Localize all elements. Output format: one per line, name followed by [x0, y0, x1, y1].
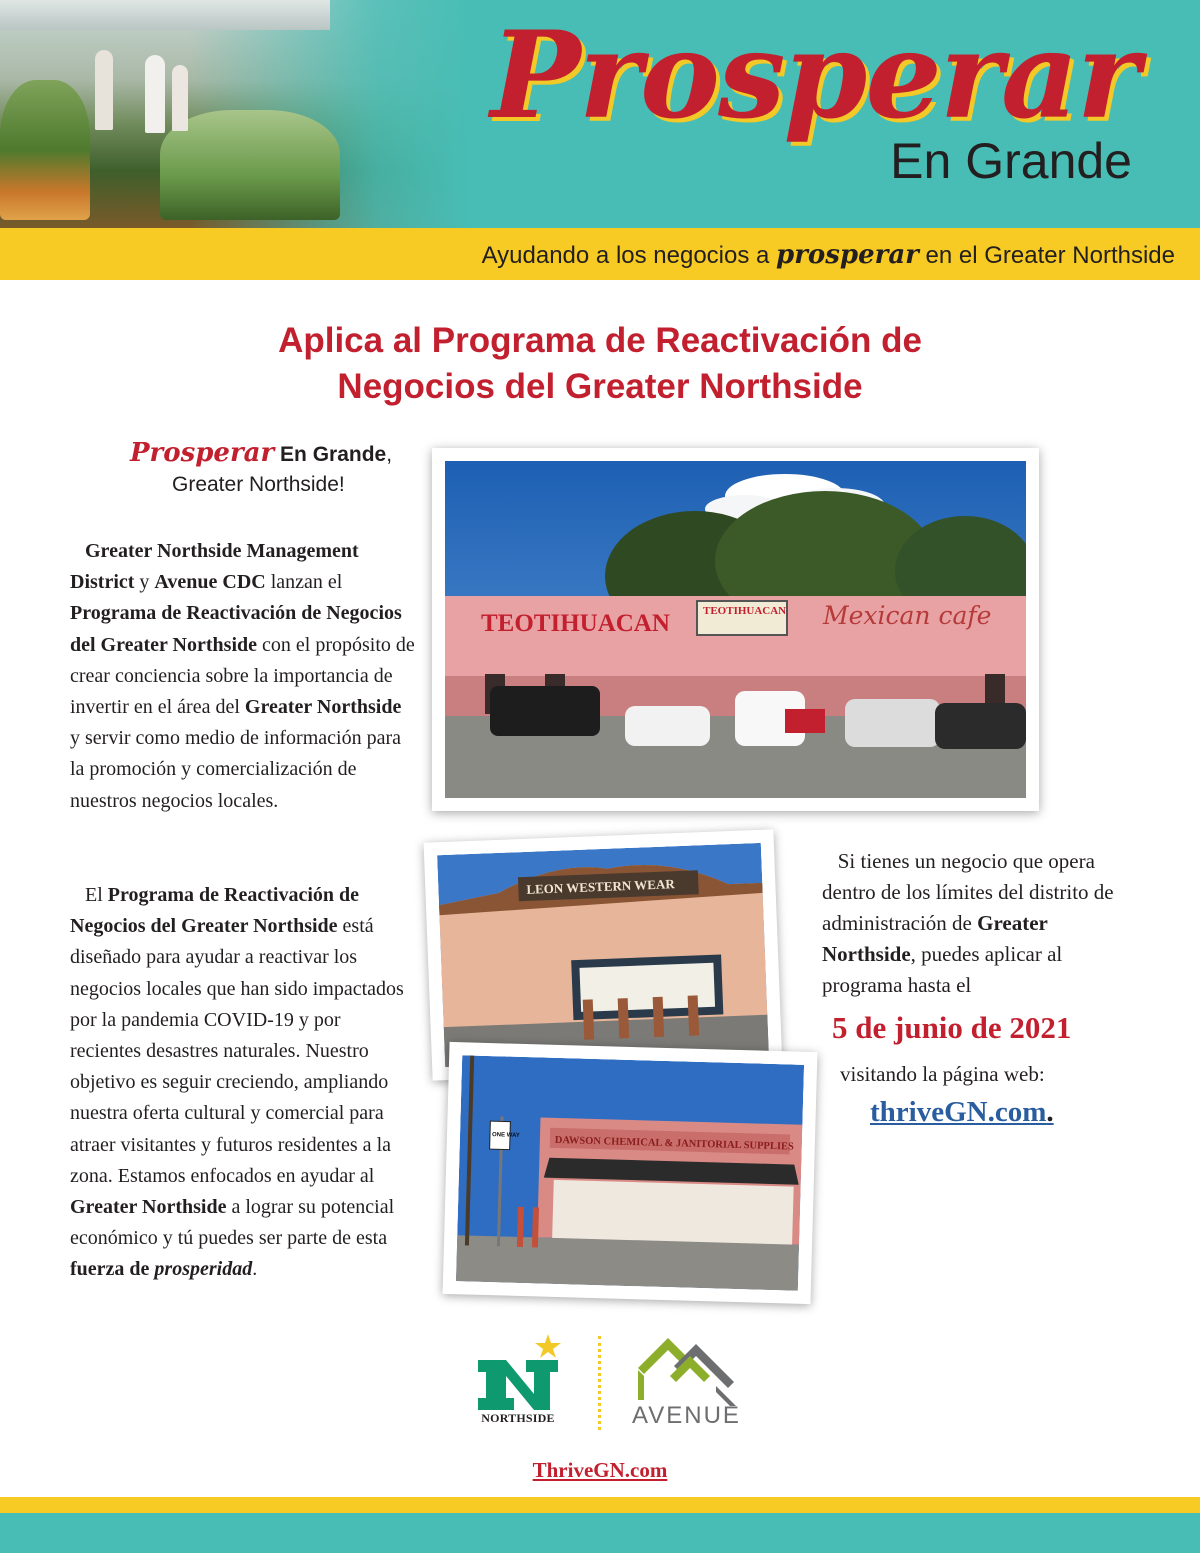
mexican-cafe-sign: Mexican cafe — [823, 601, 992, 630]
area-name: Greater Northside — [244, 696, 402, 719]
dawson-sign: DAWSON CHEMICAL & JANITORIAL SUPPLIES — [554, 1134, 794, 1153]
area-name: Greater Northside — [70, 1196, 227, 1219]
logo-divider — [598, 1336, 603, 1430]
text-run: a lograr su potencial económico y tú puedes ser parte de esta — [70, 1196, 395, 1250]
program-name: Programa de Reactivación de Negocios del Greater Northside — [70, 602, 402, 656]
intro-paragraph — [70, 536, 415, 817]
photo-dawson-chemical-image — [456, 1055, 804, 1290]
footer-yellow-band — [0, 1497, 1200, 1513]
leon-western-wear-illustration — [437, 843, 769, 1067]
photo-leon-western-wear-image — [437, 843, 769, 1067]
shopper — [95, 50, 113, 130]
text-run: con el propósito de crear conciencia sobre la importancia de invertir en el área del — [70, 633, 415, 719]
market-awning — [0, 0, 330, 30]
photo-dawson-chemical — [443, 1042, 818, 1304]
text-run: . — [252, 1258, 258, 1281]
org-name: Greater Northside Management District — [70, 540, 359, 594]
footer-website — [0, 1458, 1200, 1483]
emphasis-italic: prosperidad — [154, 1258, 253, 1281]
greeting-script: Prosperar — [130, 438, 275, 468]
website-link-text[interactable]: thriveGN.com — [870, 1096, 1047, 1128]
one-way-sign: ONE WAY — [491, 1132, 520, 1139]
teotihuacan-sign-left: TEOTIHUACAN — [481, 610, 670, 637]
footer-teal-band — [0, 1513, 1200, 1553]
shopper — [145, 55, 165, 133]
text-run: está diseñado para ayudar a reactivar los negocios locales que han sido impactados por la pandemia COVID-19 y por recientes desastres naturales. Nuestro objetivo es seguir creciendo, ampliando nuestra oferta cultural y comercial para atraer visitantes y futuros residentes a la zona. Estamos enfocados en ayudar al — [70, 915, 404, 1187]
emphasis: fuerza de — [70, 1258, 150, 1281]
website-link-period: . — [1046, 1096, 1054, 1128]
teotihuacan-illustration — [445, 461, 1026, 798]
avenue-logo-text: AVENUE — [632, 1402, 741, 1429]
greeting-bold: En Grande — [274, 443, 387, 466]
text-run: Si tienes un negocio que opera dentro de los límites del distrito de administración de — [822, 849, 1114, 935]
shopper — [172, 65, 188, 131]
eligibility-text — [822, 846, 1142, 1001]
text-run: , puedes aplicar al programa hasta el — [822, 942, 1063, 997]
brand-subtitle: En Grande — [890, 133, 1132, 189]
market-photo — [0, 0, 470, 228]
produce-stall — [0, 80, 90, 220]
org-name: Avenue CDC — [154, 571, 266, 594]
photo-teotihuacan — [432, 448, 1039, 811]
visit-label: visitando la página web: — [840, 1062, 1045, 1086]
text-run: y servir como medio de información para la promoción y comercialización de nuestros negocios locales. — [70, 727, 401, 812]
tagline — [482, 240, 1175, 270]
dawson-chemical-illustration — [456, 1055, 804, 1290]
northside-logo-text: NORTHSIDE — [481, 1411, 555, 1425]
area-name: Greater Northside — [822, 911, 1048, 966]
header-banner — [0, 0, 1200, 228]
tagline-text-end: en el Greater Northside — [918, 242, 1175, 269]
greeting — [130, 438, 430, 500]
text-run: lanzan el — [265, 571, 343, 594]
brand-script-title: Prosperar — [490, 5, 1138, 146]
teotihuacan-sign-center: TEOTIHUACAN — [703, 605, 787, 617]
greeting-line2: Greater Northside! — [172, 473, 345, 496]
tagline-text-start: Ayudando a los negocios a — [481, 242, 777, 269]
greeting-comma: , — [386, 443, 393, 466]
tagline-emphasis: prosperar — [776, 240, 919, 270]
deadline-date: 5 de junio de 2021 — [832, 1010, 1072, 1045]
program-name: Programa de Reactivación de Negocios del Greater Northside — [70, 884, 360, 938]
text-run: y — [134, 571, 155, 594]
text-run: El — [85, 884, 108, 906]
page-title — [0, 318, 1200, 410]
tagline-bar — [0, 228, 1200, 280]
program-paragraph — [70, 880, 415, 1286]
website-link[interactable] — [870, 1096, 1054, 1129]
leon-western-wear-sign: LEON WESTERN WEAR — [526, 876, 675, 897]
footer-link-text[interactable]: ThriveGN.com — [532, 1458, 668, 1482]
photo-teotihuacan-image — [445, 461, 1026, 798]
page-title-line2: Negocios del Greater Northside — [337, 367, 863, 406]
avenue-logo-icon — [630, 1336, 750, 1406]
page-title-line1: Aplica al Programa de Reactivación de — [278, 321, 922, 360]
